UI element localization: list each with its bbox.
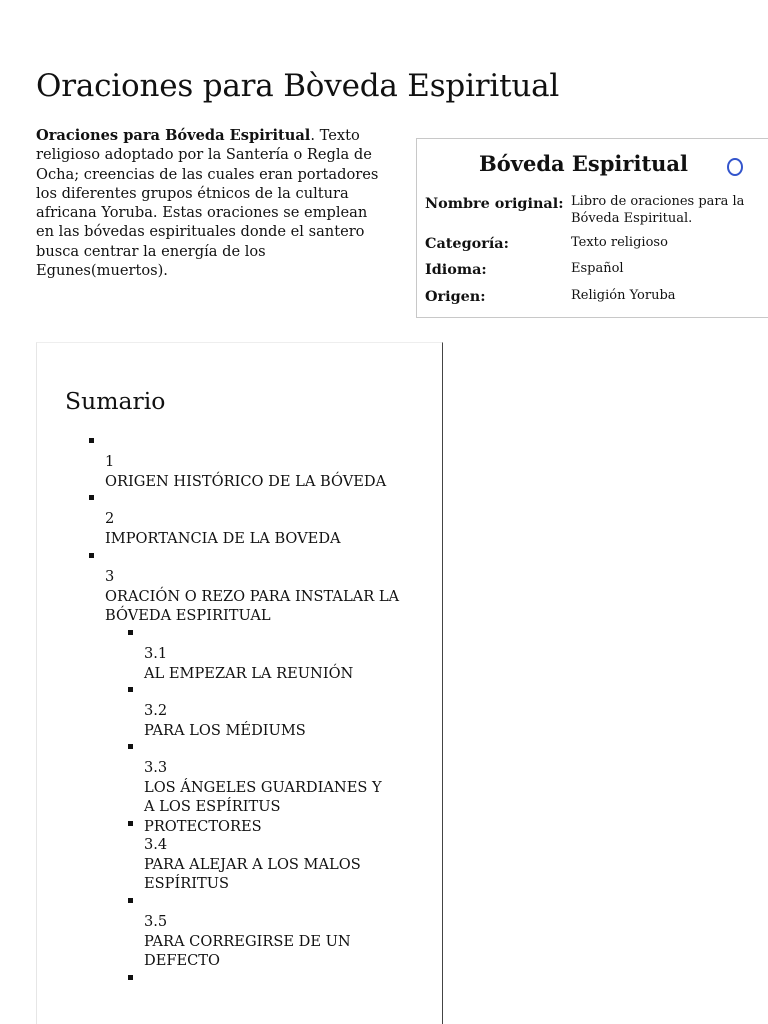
infobox-label-idioma: Idioma: (425, 261, 487, 278)
bullet-icon (128, 744, 133, 749)
toc-item-text: PARA ALEJAR A LOS MALOS ESPÍRITUS (144, 855, 361, 892)
bullet-icon (89, 495, 94, 500)
toc-item-3-2[interactable] (144, 701, 394, 740)
infobox-value-origen: Religión Yoruba (571, 288, 676, 303)
toc-item-number: 3 (105, 568, 115, 585)
infobox-value-nombre (571, 193, 744, 227)
bullet-icon (128, 898, 133, 903)
infobox-value-idioma: Español (571, 261, 624, 276)
toc-item-3[interactable] (105, 567, 405, 626)
infobox-value-categoria: Texto religioso (571, 235, 668, 250)
infobox-title: Bóveda Espiritual (479, 151, 689, 176)
intro-text: . Texto religioso adoptado por la Santería o Regla de Ocha; creencias de las cuales eran portadores los diferentes grupos étnicos de la cultura africana Yoruba. Estas oraciones se emplean en las bóvedas espirituales donde el santero busca centrar la energía de los Egunes(muertos). (36, 127, 379, 280)
infobox-label-origen: Origen: (425, 288, 486, 305)
toc-item-1[interactable] (105, 452, 405, 491)
infobox (416, 138, 768, 318)
toc-item-text: PARA CORREGIRSE DE UN DEFECTO (144, 932, 351, 969)
toc-item-number: 3.1 (144, 645, 168, 662)
table-of-contents (36, 342, 443, 1024)
bullet-icon (128, 821, 133, 826)
toc-item-text: IMPORTANCIA DE LA BOVEDA (105, 529, 341, 547)
toc-item-text: AL EMPEZAR LA REUNIÓN (144, 664, 354, 682)
bullet-icon (128, 630, 133, 635)
toc-item-text: ORACIÓN O REZO PARA INSTALAR LA BÓVEDA ESPIRITUAL (105, 587, 400, 624)
toc-item-number: 1 (105, 453, 115, 470)
infobox-label-categoria: Categoría: (425, 235, 509, 252)
toc-item-number: 3.5 (144, 913, 168, 930)
toc-item-text: LOS ÁNGELES GUARDIANES Y A LOS ESPÍRITUS PROTECTORES (144, 778, 382, 835)
bullet-icon (128, 687, 133, 692)
infobox-value-nombre-line2: Bóveda Espiritual. (571, 211, 693, 226)
bullet-icon (89, 553, 94, 558)
toc-item-3-5[interactable] (144, 912, 394, 971)
toc-item-number: 3.4 (144, 836, 168, 853)
toc-item-3-4[interactable] (144, 835, 394, 894)
toc-item-text: ORIGEN HISTÓRICO DE LA BÓVEDA (105, 472, 387, 490)
intro-bold-lead: Oraciones para Bóveda Espiritual (36, 127, 311, 144)
infobox-label-nombre: Nombre original: (425, 195, 564, 212)
toc-item-number: 3.2 (144, 702, 168, 719)
infobox-value-nombre-line1: Libro de oraciones para la (571, 194, 745, 209)
bullet-icon (89, 438, 94, 443)
info-circle-icon[interactable] (727, 158, 743, 176)
toc-item-3-3[interactable] (144, 758, 394, 836)
page-title: Oraciones para Bòveda Espiritual (36, 68, 560, 104)
toc-item-2[interactable] (105, 509, 405, 548)
toc-title: Sumario (65, 387, 166, 415)
toc-item-number: 3.3 (144, 759, 168, 776)
toc-item-number: 2 (105, 510, 115, 527)
bullet-icon (128, 975, 133, 980)
toc-item-text: PARA LOS MÉDIUMS (144, 721, 306, 739)
intro-paragraph (36, 126, 386, 280)
toc-item-3-1[interactable] (144, 644, 394, 683)
